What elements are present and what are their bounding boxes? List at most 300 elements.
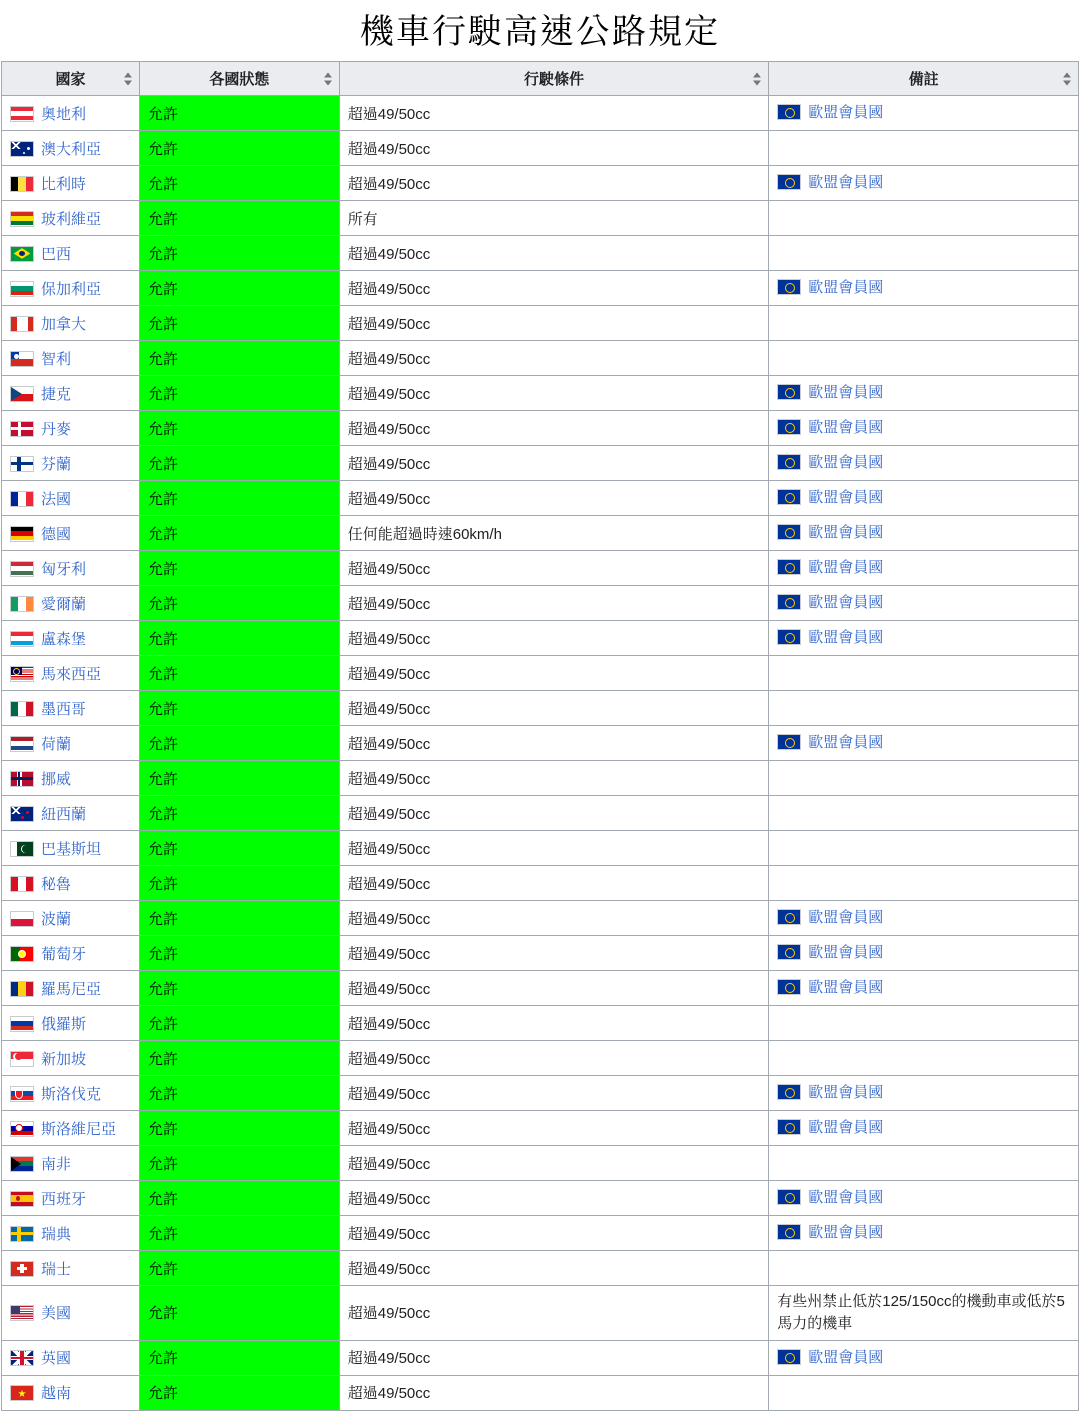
country-name-link[interactable]: 秘魯 (41, 875, 72, 893)
us-flag-icon (10, 1305, 41, 1322)
country-cell (2, 236, 140, 271)
country-name-link[interactable]: 玻利維亞 (41, 210, 102, 228)
status-cell (139, 1181, 339, 1216)
sort-arrows-icon[interactable] (124, 72, 133, 85)
sort-arrows-icon[interactable] (753, 72, 762, 85)
eu-flag-icon (777, 909, 801, 925)
country-cell (2, 1286, 140, 1341)
hu-flag-icon (10, 561, 41, 578)
note-text: 有些州禁止低於125/150cc的機動車或低於5馬力的機車 (777, 1293, 1065, 1332)
note-cell (769, 1006, 1079, 1041)
status-badge: 允許 (147, 490, 178, 508)
note-cell (769, 1111, 1079, 1146)
eu-flag-icon (777, 979, 801, 995)
status-cell (139, 586, 339, 621)
status-badge: 允許 (147, 910, 178, 928)
sk-flag-icon (10, 1086, 41, 1103)
country-name-link[interactable]: 俄羅斯 (41, 1015, 87, 1033)
condition-cell (339, 411, 769, 446)
country-cell (2, 936, 140, 971)
table-row (2, 236, 1079, 271)
country-name-link[interactable]: 瑞士 (41, 1260, 72, 1278)
status-cell (139, 726, 339, 761)
table-row (2, 131, 1079, 166)
eu-flag-icon (777, 559, 801, 575)
table-row (2, 96, 1079, 131)
status-cell (139, 1375, 339, 1410)
country-cell (2, 831, 140, 866)
note-cell (769, 1076, 1079, 1111)
eu-member-link[interactable]: 歐盟會員國 (808, 1348, 884, 1366)
country-name-link[interactable]: 西班牙 (41, 1190, 87, 1208)
status-badge: 允許 (147, 1155, 178, 1173)
country-name-link[interactable]: 捷克 (41, 385, 72, 403)
status-cell (139, 341, 339, 376)
country-name-link[interactable]: 波蘭 (41, 910, 72, 928)
condition-text: 超過49/50cc (347, 175, 431, 193)
status-badge: 允許 (147, 175, 178, 193)
status-cell (139, 1076, 339, 1111)
table-row (2, 271, 1079, 306)
table-row (2, 621, 1079, 656)
note-cell (769, 656, 1079, 691)
note-cell (769, 586, 1079, 621)
at-flag-icon (10, 106, 41, 123)
table-row (2, 1375, 1079, 1410)
status-badge: 允許 (147, 1305, 178, 1323)
dk-flag-icon (10, 421, 41, 438)
table-row (2, 516, 1079, 551)
status-badge: 允許 (147, 1225, 178, 1243)
status-badge: 允許 (147, 945, 178, 963)
table-row (2, 656, 1079, 691)
country-name-link[interactable]: 澳大利亞 (41, 140, 102, 158)
status-badge: 允許 (147, 1350, 178, 1367)
country-cell (2, 446, 140, 481)
eu-member-link[interactable]: 歐盟會員國 (808, 384, 884, 402)
country-cell (2, 971, 140, 1006)
status-badge: 允許 (147, 1015, 178, 1033)
note-cell (769, 271, 1079, 306)
country-cell (2, 131, 140, 166)
status-cell (139, 936, 339, 971)
bg-flag-icon (10, 281, 41, 298)
status-badge: 允許 (147, 1260, 178, 1278)
condition-text: 超過49/50cc (347, 945, 431, 963)
fi-flag-icon (10, 456, 41, 473)
note-cell (769, 166, 1079, 201)
status-badge: 允許 (147, 1385, 178, 1402)
br-flag-icon (10, 246, 41, 263)
status-cell (139, 1286, 339, 1341)
eu-member-link[interactable]: 歐盟會員國 (808, 909, 884, 927)
status-badge: 允許 (147, 455, 178, 473)
sort-arrows-icon[interactable] (1063, 72, 1072, 85)
condition-text: 超過49/50cc (347, 700, 431, 718)
condition-text: 超過49/50cc (347, 1190, 431, 1208)
country-name-link[interactable]: 紐西蘭 (41, 805, 87, 823)
note-cell (769, 306, 1079, 341)
note-cell (769, 726, 1079, 761)
condition-cell (339, 551, 769, 586)
status-cell (139, 1146, 339, 1181)
status-cell (139, 901, 339, 936)
condition-text: 超過49/50cc (347, 490, 431, 508)
pt-flag-icon (10, 946, 41, 963)
condition-cell (339, 1181, 769, 1216)
country-cell (2, 481, 140, 516)
note-cell (769, 1375, 1079, 1410)
country-name-link[interactable]: 奧地利 (41, 105, 87, 123)
country-name-link[interactable]: 盧森堡 (41, 630, 87, 648)
eu-flag-icon (777, 279, 801, 295)
country-cell (2, 621, 140, 656)
country-name-link[interactable]: 羅馬尼亞 (41, 980, 102, 998)
table-row (2, 901, 1079, 936)
eu-flag-icon (777, 104, 801, 120)
column-header-note-label: 備註 (908, 71, 939, 88)
country-cell (2, 1006, 140, 1041)
condition-text: 超過49/50cc (347, 875, 431, 893)
condition-cell (339, 621, 769, 656)
eu-member-link[interactable]: 歐盟會員國 (808, 629, 884, 647)
note-cell (769, 1146, 1079, 1181)
country-name-link[interactable]: 匈牙利 (41, 560, 87, 578)
table-row (2, 761, 1079, 796)
be-flag-icon (10, 176, 41, 193)
condition-cell (339, 376, 769, 411)
country-name-link[interactable]: 英國 (41, 1350, 72, 1367)
country-name-link[interactable]: 芬蘭 (41, 455, 72, 473)
country-name-link[interactable]: 比利時 (41, 175, 87, 193)
status-cell (139, 236, 339, 271)
country-name-link[interactable]: 愛爾蘭 (41, 595, 87, 613)
condition-cell (339, 936, 769, 971)
status-badge: 允許 (147, 350, 178, 368)
condition-text: 超過49/50cc (347, 770, 431, 788)
status-badge: 允許 (147, 385, 178, 403)
column-header-condition-label: 行駛條件 (523, 71, 584, 88)
condition-cell (339, 901, 769, 936)
status-badge: 允許 (147, 280, 178, 298)
note-cell (769, 691, 1079, 726)
column-header-country[interactable] (2, 62, 140, 96)
table-row (2, 1181, 1079, 1216)
table-row (2, 411, 1079, 446)
note-cell (769, 1340, 1079, 1375)
status-cell (139, 831, 339, 866)
eu-member-link[interactable]: 歐盟會員國 (808, 1084, 884, 1102)
condition-text: 超過49/50cc (347, 665, 431, 683)
status-badge: 允許 (147, 1085, 178, 1103)
country-cell (2, 166, 140, 201)
condition-cell (339, 1375, 769, 1410)
country-cell (2, 761, 140, 796)
note-cell (769, 341, 1079, 376)
condition-cell (339, 516, 769, 551)
country-name-link[interactable]: 瑞典 (41, 1225, 72, 1243)
table-row (2, 1111, 1079, 1146)
condition-cell (339, 1111, 769, 1146)
eu-member-link[interactable]: 歐盟會員國 (808, 104, 884, 122)
status-badge: 允許 (147, 805, 178, 823)
country-cell (2, 656, 140, 691)
country-name-link[interactable]: 墨西哥 (41, 700, 87, 718)
country-name-link[interactable]: 巴基斯坦 (41, 840, 102, 858)
sg-flag-icon (10, 1051, 41, 1068)
eu-flag-icon (777, 1224, 801, 1240)
status-badge: 允許 (147, 105, 178, 123)
table-row (2, 341, 1079, 376)
column-header-condition[interactable] (339, 62, 769, 96)
status-cell (139, 96, 339, 131)
country-cell (2, 901, 140, 936)
condition-cell (339, 236, 769, 271)
note-cell (769, 236, 1079, 271)
table-row (2, 831, 1079, 866)
cz-flag-icon (10, 386, 41, 403)
condition-text: 超過49/50cc (347, 595, 431, 613)
country-cell (2, 1375, 140, 1410)
eu-member-link[interactable]: 歐盟會員國 (808, 734, 884, 752)
eu-member-link[interactable]: 歐盟會員國 (808, 1119, 884, 1137)
status-cell (139, 971, 339, 1006)
de-flag-icon (10, 526, 41, 543)
table-row (2, 936, 1079, 971)
condition-cell (339, 726, 769, 761)
status-badge: 允許 (147, 525, 178, 543)
country-name-link[interactable]: 葡萄牙 (41, 945, 87, 963)
country-cell (2, 1340, 140, 1375)
note-cell (769, 201, 1079, 236)
ca-flag-icon (10, 316, 41, 333)
note-cell (769, 131, 1079, 166)
note-cell (769, 1251, 1079, 1286)
condition-text: 超過49/50cc (347, 840, 431, 858)
pe-flag-icon (10, 876, 41, 893)
status-cell (139, 201, 339, 236)
note-cell (769, 1181, 1079, 1216)
condition-text: 超過49/50cc (347, 245, 431, 263)
my-flag-icon (10, 666, 41, 683)
table-row (2, 481, 1079, 516)
condition-text: 超過49/50cc (347, 420, 431, 438)
condition-text: 超過49/50cc (347, 560, 431, 578)
status-cell (139, 1006, 339, 1041)
status-cell (139, 306, 339, 341)
eu-member-link[interactable]: 歐盟會員國 (808, 524, 884, 542)
condition-cell (339, 96, 769, 131)
status-badge: 允許 (147, 700, 178, 718)
country-cell (2, 306, 140, 341)
country-name-link[interactable]: 斯洛維尼亞 (41, 1120, 117, 1138)
eu-member-link[interactable]: 歐盟會員國 (808, 1189, 884, 1207)
country-cell (2, 1181, 140, 1216)
ch-flag-icon (10, 1261, 41, 1278)
country-name-link[interactable]: 保加利亞 (41, 280, 102, 298)
country-name-link[interactable]: 加拿大 (41, 315, 87, 333)
condition-cell (339, 831, 769, 866)
status-badge: 允許 (147, 1050, 178, 1068)
page-container (0, 4, 1080, 1411)
country-name-link[interactable]: 斯洛伐克 (41, 1085, 102, 1103)
note-cell (769, 936, 1079, 971)
eu-flag-icon (777, 454, 801, 470)
condition-cell (339, 796, 769, 831)
table-row (2, 201, 1079, 236)
country-name-link[interactable]: 新加坡 (41, 1050, 87, 1068)
country-name-link[interactable]: 丹麥 (41, 420, 72, 438)
country-name-link[interactable]: 南非 (41, 1155, 72, 1173)
sort-arrows-icon[interactable] (324, 72, 333, 85)
status-badge: 允許 (147, 245, 178, 263)
condition-cell (339, 201, 769, 236)
status-cell (139, 1216, 339, 1251)
eu-member-link[interactable]: 歐盟會員國 (808, 594, 884, 612)
table-row (2, 586, 1079, 621)
country-name-link[interactable]: 巴西 (41, 245, 72, 263)
note-cell (769, 621, 1079, 656)
condition-text: 超過49/50cc (347, 1015, 431, 1033)
status-badge: 允許 (147, 770, 178, 788)
status-cell (139, 481, 339, 516)
eu-flag-icon (777, 1349, 801, 1365)
condition-cell (339, 1286, 769, 1341)
status-badge: 允許 (147, 980, 178, 998)
status-cell (139, 516, 339, 551)
note-cell (769, 1041, 1079, 1076)
table-row (2, 306, 1079, 341)
eu-member-link[interactable]: 歐盟會員國 (808, 979, 884, 997)
condition-cell (339, 656, 769, 691)
country-cell (2, 1111, 140, 1146)
condition-cell (339, 271, 769, 306)
country-name-link[interactable]: 馬來西亞 (41, 665, 102, 683)
note-cell (769, 411, 1079, 446)
condition-cell (339, 166, 769, 201)
table-row (2, 866, 1079, 901)
eu-member-link[interactable]: 歐盟會員國 (808, 489, 884, 507)
condition-text: 超過49/50cc (347, 1385, 431, 1402)
ru-flag-icon (10, 1016, 41, 1033)
column-header-note[interactable] (769, 62, 1079, 96)
condition-text: 超過49/50cc (347, 805, 431, 823)
eu-flag-icon (777, 594, 801, 610)
eu-member-link[interactable]: 歐盟會員國 (808, 419, 884, 437)
country-name-link[interactable]: 法國 (41, 490, 72, 508)
condition-cell (339, 691, 769, 726)
condition-text: 所有 (347, 210, 378, 228)
country-cell (2, 376, 140, 411)
status-badge: 允許 (147, 1190, 178, 1208)
note-cell (769, 831, 1079, 866)
eu-flag-icon (777, 734, 801, 750)
condition-cell (339, 586, 769, 621)
country-cell (2, 1076, 140, 1111)
note-cell (769, 376, 1079, 411)
condition-text: 超過49/50cc (347, 910, 431, 928)
eu-member-link[interactable]: 歐盟會員國 (808, 944, 884, 962)
cl-flag-icon (10, 351, 41, 368)
country-name-link[interactable]: 德國 (41, 525, 72, 543)
es-flag-icon (10, 1191, 41, 1208)
status-cell (139, 691, 339, 726)
condition-cell (339, 1041, 769, 1076)
country-cell (2, 341, 140, 376)
country-cell (2, 411, 140, 446)
eu-member-link[interactable]: 歐盟會員國 (808, 559, 884, 577)
status-badge: 允許 (147, 560, 178, 578)
note-cell (769, 796, 1079, 831)
note-cell (769, 866, 1079, 901)
table-row (2, 726, 1079, 761)
status-cell (139, 796, 339, 831)
table-body (2, 96, 1079, 1411)
status-badge: 允許 (147, 840, 178, 858)
gb-flag-icon (10, 1350, 41, 1367)
country-name-link[interactable]: 荷蘭 (41, 735, 72, 753)
note-cell (769, 551, 1079, 586)
table-row (2, 376, 1079, 411)
si-flag-icon (10, 1121, 41, 1138)
eu-flag-icon (777, 1084, 801, 1100)
country-name-link[interactable]: 美國 (41, 1305, 72, 1323)
condition-text: 超過49/50cc (347, 105, 431, 123)
status-cell (139, 656, 339, 691)
condition-text: 超過49/50cc (347, 1350, 431, 1367)
condition-text: 超過49/50cc (347, 385, 431, 403)
condition-text: 超過49/50cc (347, 1085, 431, 1103)
country-cell (2, 1216, 140, 1251)
condition-cell (339, 1076, 769, 1111)
status-cell (139, 551, 339, 586)
condition-cell (339, 131, 769, 166)
country-cell (2, 866, 140, 901)
eu-member-link[interactable]: 歐盟會員國 (808, 1224, 884, 1242)
country-cell (2, 551, 140, 586)
country-name-link[interactable]: 智利 (41, 350, 72, 368)
condition-text: 超過49/50cc (347, 1225, 431, 1243)
eu-member-link[interactable]: 歐盟會員國 (808, 174, 884, 192)
status-badge: 允許 (147, 420, 178, 438)
country-cell (2, 1251, 140, 1286)
eu-member-link[interactable]: 歐盟會員國 (808, 454, 884, 472)
condition-text: 超過49/50cc (347, 735, 431, 753)
table-row (2, 166, 1079, 201)
condition-text: 超過49/50cc (347, 1120, 431, 1138)
condition-text: 任何能超過時速60km/h (347, 525, 502, 543)
condition-text: 超過49/50cc (347, 140, 431, 158)
condition-text: 超過49/50cc (347, 630, 431, 648)
note-cell (769, 446, 1079, 481)
country-name-link[interactable]: 挪威 (41, 770, 72, 788)
eu-flag-icon (777, 1119, 801, 1135)
eu-flag-icon (777, 524, 801, 540)
country-name-link[interactable]: 越南 (41, 1385, 72, 1402)
eu-flag-icon (777, 944, 801, 960)
au-flag-icon (10, 141, 41, 158)
table-row (2, 551, 1079, 586)
condition-cell (339, 481, 769, 516)
status-badge: 允許 (147, 140, 178, 158)
eu-member-link[interactable]: 歐盟會員國 (808, 279, 884, 297)
page-title: 機車行駛高速公路規定 (360, 14, 720, 51)
vn-flag-icon (10, 1385, 41, 1402)
column-header-status[interactable] (139, 62, 339, 96)
status-cell (139, 376, 339, 411)
note-cell (769, 971, 1079, 1006)
condition-cell (339, 1006, 769, 1041)
